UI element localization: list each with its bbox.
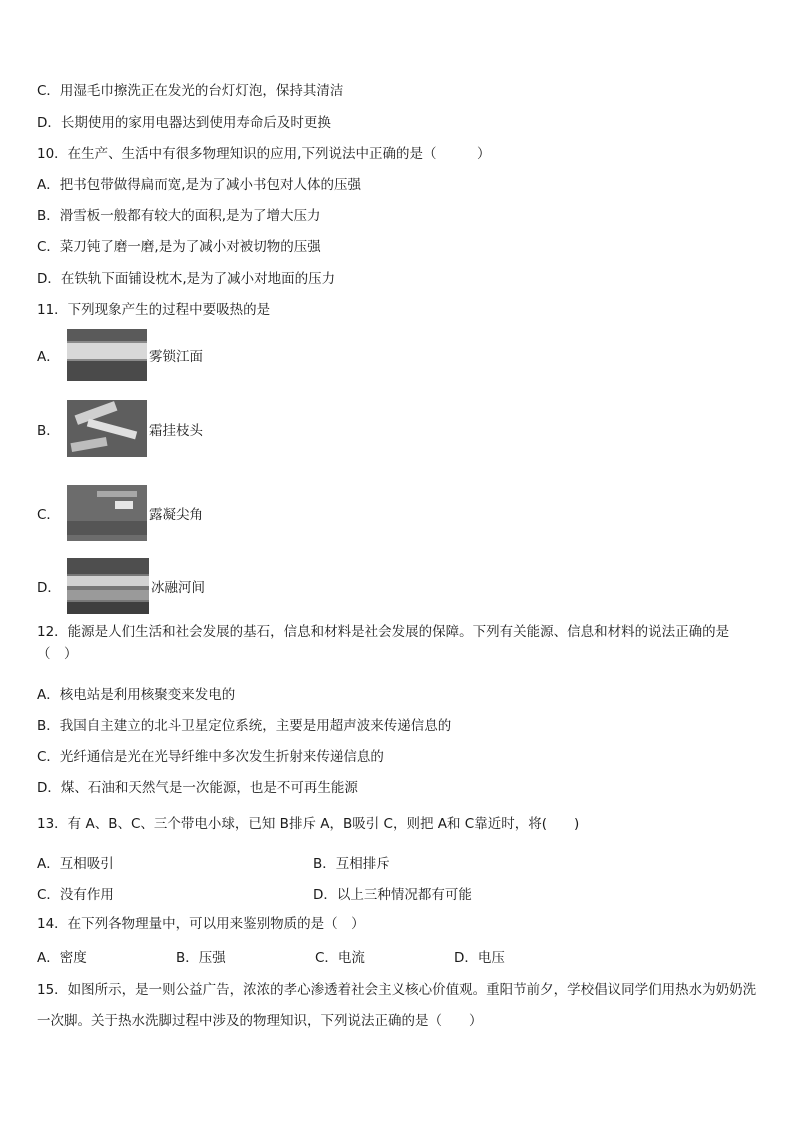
q13-options-row-1 xyxy=(37,852,390,872)
q11-option-c xyxy=(37,485,203,541)
q12-option-d: D．煤、石油和天然气是一次能源，也是不可再生能源 xyxy=(37,780,358,796)
q12-option-b: B．我国自主建立的北斗卫星定位系统，主要是用超声波来传递信息的 xyxy=(37,718,452,734)
q12-stem: 12．能源是人们生活和社会发展的基石，信息和材料是社会发展的保障。下列有关能源、信息和材料的说法正确的是（ ） xyxy=(37,624,730,662)
q9-option-d: D．长期使用的家用电器达到使用寿命后及时更换 xyxy=(37,115,331,131)
q9-option-c: C．用湿毛巾擦洗正在发光的台灯灯泡，保持其清洁 xyxy=(37,83,344,99)
q11-option-b xyxy=(37,400,203,457)
q10-option-c: C．菜刀钝了磨一磨,是为了减小对被切物的压强 xyxy=(37,239,321,255)
q13-stem: 13．有 A、B、C、三个带电小球，已知 B排斥 A，B吸引 C，则把 A和 C靠近时，将( ) xyxy=(37,816,580,832)
q11-option-c-label: 露凝尖角 xyxy=(149,507,203,523)
q11-stem: 11．下列现象产生的过程中要吸热的是 xyxy=(37,302,271,318)
q13-option-a: A．互相吸引 xyxy=(37,856,114,872)
q11-option-a-letter: A． xyxy=(37,349,60,365)
q15-stem: 15．如图所示，是一则公益广告，浓浓的孝心渗透着社会主义核心价值观。重阳节前夕，学校倡议同学们用热水为奶奶洗一次脚。关于热水洗脚过程中涉及的物理知识，下列说法正确的是（ ） xyxy=(37,982,757,1029)
q14-stem: 14．在下列各物理量中，可以用来鉴别物质的是（ ） xyxy=(37,916,365,932)
q14-options-row xyxy=(37,946,593,966)
q10-option-d: D．在铁轨下面铺设枕木,是为了减小对地面的压力 xyxy=(37,271,336,287)
q11-option-d-letter: D． xyxy=(37,580,61,596)
q11-option-b-letter: B． xyxy=(37,422,60,439)
q11-option-a-label: 雾锁江面 xyxy=(149,349,203,365)
dew-leaf-photo xyxy=(67,485,147,541)
q13-option-b: B．互相排斥 xyxy=(313,856,390,872)
fog-river-photo xyxy=(67,329,147,381)
q11-option-b-label: 霜挂枝头 xyxy=(149,422,203,439)
q10-option-b: B．滑雪板一般都有较大的面积,是为了增大压力 xyxy=(37,208,321,224)
q13-option-d: D．以上三种情况都有可能 xyxy=(313,887,472,903)
q11-option-c-letter: C． xyxy=(37,507,60,523)
q11-option-d-label: 冰融河间 xyxy=(151,580,205,596)
q12-option-a: A．核电站是利用核聚变来发电的 xyxy=(37,687,236,703)
q13-option-c: C．没有作用 xyxy=(37,887,114,903)
q14-option-a: A．密度 xyxy=(37,950,87,966)
q10-option-a: A．把书包带做得扁而宽,是为了减小书包对人体的压强 xyxy=(37,177,362,193)
ice-river-photo xyxy=(67,558,149,614)
q14-option-c: C．电流 xyxy=(315,950,365,966)
frost-branch-photo xyxy=(67,400,147,457)
q14-option-d: D．电压 xyxy=(454,950,505,966)
q12-option-c: C．光纤通信是光在光导纤维中多次发生折射来传递信息的 xyxy=(37,749,384,765)
q10-stem: 10．在生产、生活中有很多物理知识的应用,下列说法中正确的是（ ） xyxy=(37,146,491,162)
q14-option-b: B．压强 xyxy=(176,950,226,966)
q13-options-row-2 xyxy=(37,883,472,903)
q11-option-d xyxy=(37,558,205,614)
q11-option-a xyxy=(37,329,203,381)
